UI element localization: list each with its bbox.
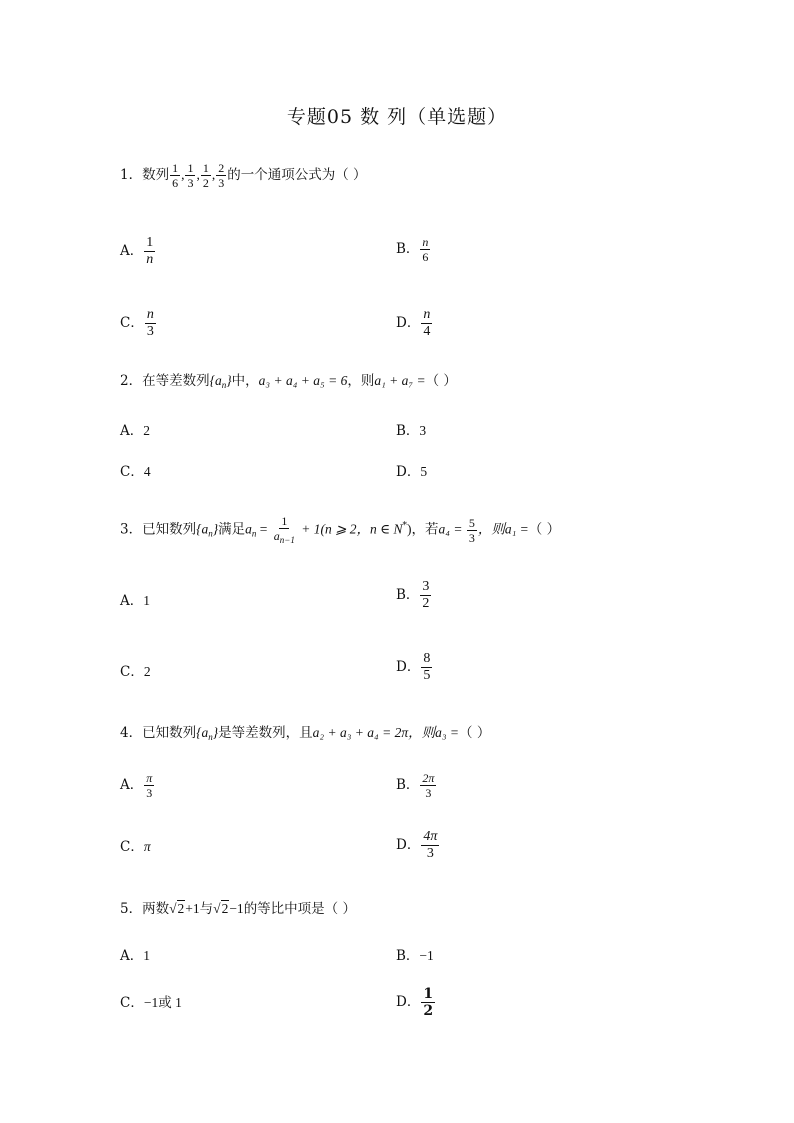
q4-option-b[interactable]: B． $\frac{2\pi}{3}$ [396,771,435,800]
q5-option-d[interactable]: D． $\frac{1}{2}$ [396,986,434,1019]
question-1-stem: 1．数列 $\frac{1}{6}$ , $\frac{1}{3}$ , $\frac{1}{2}$ , $\frac{2}{3}$ 的一个通项公式为（ ） [120,161,367,190]
q5-sqrt-2: √2 [213,901,229,916]
q1-prefix: 1．数列 [120,167,170,183]
q1-suffix: 的一个通项公式为（ ） [227,167,367,183]
q2-option-a[interactable]: A．2 [120,423,150,439]
q1-term-3: $\frac{1}{2}$ [202,161,209,190]
q1-option-d[interactable]: D． $\frac{n}{4}$ [396,307,431,339]
q3-option-b[interactable]: B． $\frac{3}{2}$ [396,579,430,611]
q1-term-4: $\frac{2}{3}$ [218,161,225,190]
q5-option-b[interactable]: B．−1 [396,948,434,964]
question-5-stem: 5．两数√2+1与√2−1的等比中项是（ ） [120,901,356,917]
q1-option-c[interactable]: C． $\frac{n}{3}$ [120,307,154,339]
q2-equation: a₃ + a₄ + a₅ = 6 [258,373,348,388]
q4-option-c[interactable]: C．π [120,839,151,855]
q1-option-b[interactable]: B． $\frac{n}{6}$ [396,235,429,264]
q2-option-b[interactable]: B．3 [396,423,427,439]
q4-option-a[interactable]: A． $\frac{\pi}{3}$ [120,771,153,800]
q5-option-c[interactable]: C．−1或 1 [120,995,182,1011]
q4-equation: a₂ + a₃ + a₄ = 2π [312,725,409,740]
q3-option-d[interactable]: D． $\frac{8}{5}$ [396,651,431,683]
q3-option-a[interactable]: A．1 [120,593,150,609]
question-3-stem: 3．已知数列$\{a_n\}$满足$a_n$ = $\frac{1}{a_{n-1}}$ + 1(n ⩾ 2，n ∈ N*)，若a₄ = $\frac{5}{3}$ ，则a₁ =（ ） [120,514,561,545]
q2-option-c[interactable]: C．4 [120,464,151,480]
q5-sqrt-1: √2 [169,901,185,916]
q1-term-1: $\frac{1}{6}$ [172,161,179,190]
q1-term-2: $\frac{1}{3}$ [187,161,194,190]
page-title: 专题05 数 列（单选题） [286,106,508,128]
q3-option-c[interactable]: C．2 [120,664,151,680]
question-2-stem: 2．在等差数列$\{a_n\}$中，a₃ + a₄ + a₅ = 6，则a₁ + a₇ =（ ） [120,373,457,390]
q4-option-d[interactable]: D． $\frac{4\pi}{3}$ [396,829,438,861]
question-4-stem: 4．已知数列$\{a_n\}$是等差数列，且a₂ + a₃ + a₄ = 2π，则a₃ =（ ） [120,725,491,742]
q5-option-a[interactable]: A．1 [120,948,150,964]
q2-option-d[interactable]: D．5 [396,464,428,480]
q3-recurrence-fraction: $\frac{1}{a_{n-1}}$ [273,514,295,545]
q1-option-a[interactable]: A． $\frac{1}{n}$ [120,235,154,267]
